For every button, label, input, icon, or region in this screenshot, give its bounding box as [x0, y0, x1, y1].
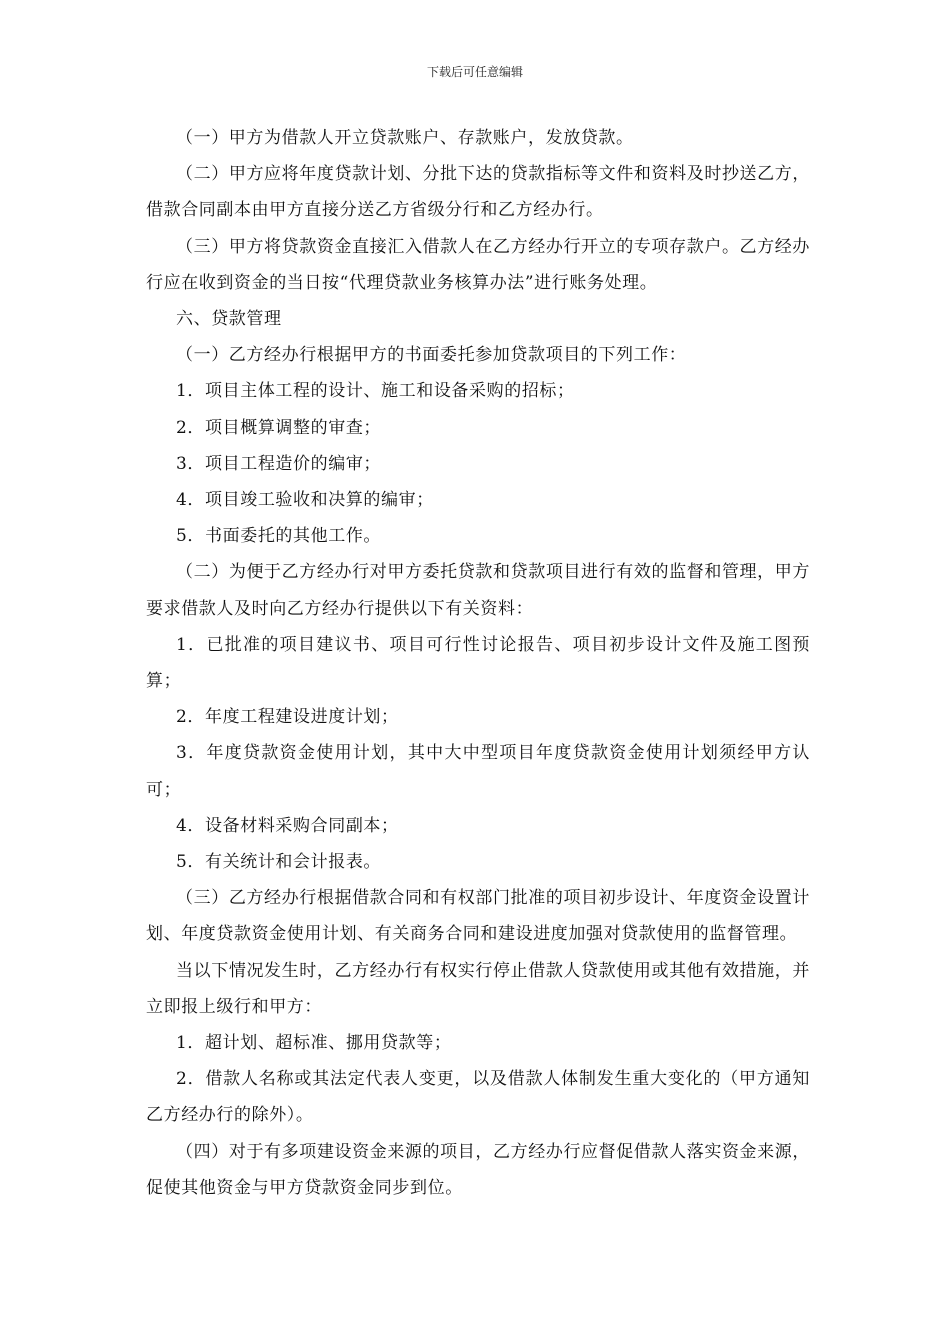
list-item: 4．设备材料采购合同副本； [176, 815, 399, 836]
list-item: 3．项目工程造价的编审； [176, 453, 382, 474]
page-header: 下载后可任意编辑 [426, 65, 523, 79]
document-body [146, 120, 810, 1206]
paragraph-section-3: （三）甲方将贷款资金直接汇入借款人在乙方经办行开立的专项存款户。乙方经办行应在收到资金的当日按“代理贷款业务核算办法”进行账务处理。 [146, 236, 810, 293]
list-item: 5．有关统计和会计报表。 [176, 852, 382, 873]
paragraph-mgmt-1: （一）乙方经办行根据甲方的书面委托参加贷款项目的下列工作： [176, 345, 687, 366]
list-item: 2．项目概算调整的审查； [176, 417, 382, 438]
list-item: 3．年度贷款资金使用计划，其中大中型项目年度贷款资金使用计划须经甲方认可； [146, 743, 810, 800]
paragraph-section-2: （二）甲方应将年度贷款计划、分批下达的贷款指标等文件和资料及时抄送乙方，借款合同副本由甲方直接分送乙方省级分行和乙方经办行。 [146, 164, 810, 221]
list-item: 1．超计划、超标准、挪用贷款等； [176, 1033, 452, 1054]
section-heading-loan-management: 六、贷款管理 [176, 309, 282, 330]
list-item: 5．书面委托的其他工作。 [176, 526, 382, 547]
paragraph-section-1: （一）甲方为借款人开立贷款账户、存款账户，发放贷款。 [176, 128, 634, 148]
list-item: 2．年度工程建设进度计划； [176, 707, 399, 728]
paragraph-mgmt-2: （二）为便于乙方经办行对甲方委托贷款和贷款项目进行有效的监督和管理，甲方要求借款人及时向乙方经办行提供以下有关资料： [146, 562, 810, 619]
list-item: 2．借款人名称或其法定代表人变更，以及借款人体制发生重大变化的（甲方通知乙方经办行的除外）。 [146, 1069, 810, 1126]
paragraph-mgmt-4: （四）对于有多项建设资金来源的项目，乙方经办行应督促借款人落实资金来源，促使其他资金与甲方贷款资金同步到位。 [146, 1141, 810, 1198]
paragraph-stop-conditions: 当以下情况发生时，乙方经办行有权实行停止借款人贷款使用或其他有效措施，并立即报上级行和甲方： [146, 960, 810, 1017]
list-item: 4．项目竣工验收和决算的编审； [176, 490, 434, 511]
paragraph-mgmt-3: （三）乙方经办行根据借款合同和有权部门批准的项目初步设计、年度资金设置计划、年度贷款资金使用计划、有关商务合同和建设进度加强对贷款使用的监督管理。 [146, 888, 810, 945]
list-item: 1．项目主体工程的设计、施工和设备采购的招标； [176, 381, 575, 402]
list-item: 1．已批准的项目建议书、项目可行性讨论报告、项目初步设计文件及施工图预算； [146, 634, 810, 692]
